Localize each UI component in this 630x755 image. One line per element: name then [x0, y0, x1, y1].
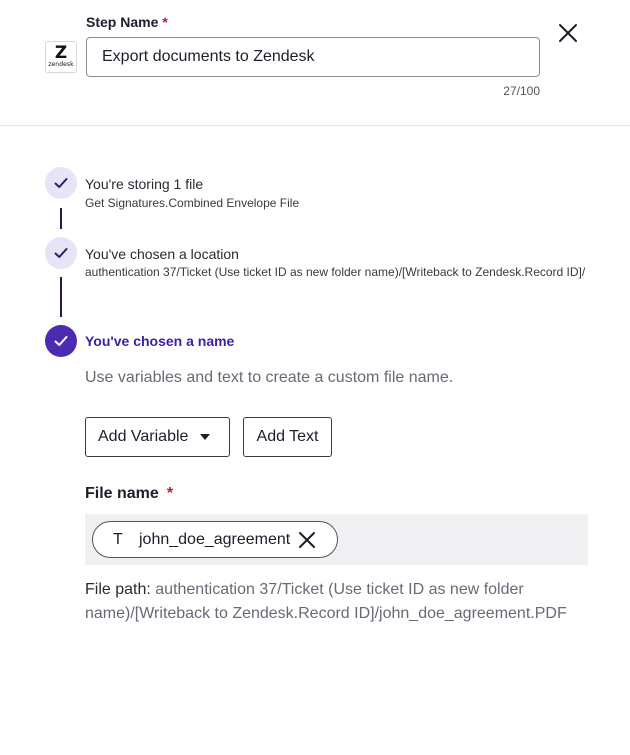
file-name-label: File name *: [85, 485, 174, 502]
required-indicator: *: [162, 14, 168, 30]
help-text: Use variables and text to create a custom file name.: [85, 369, 454, 386]
close-button[interactable]: [556, 21, 580, 45]
step-title: You've chosen a location: [85, 246, 239, 262]
zendesk-z-icon: Z: [54, 43, 68, 63]
required-indicator: *: [166, 485, 174, 502]
add-text-label: Add Text: [256, 428, 319, 445]
step-name-label: Step Name *: [86, 14, 168, 30]
step-complete-indicator: [45, 167, 77, 199]
remove-chip-icon[interactable]: [298, 531, 316, 549]
step-header: [0, 0, 630, 126]
file-path-label: File path:: [85, 581, 151, 598]
file-path: [85, 578, 585, 626]
step-subtitle: Get Signatures.Combined Envelope File: [85, 196, 300, 210]
file-name-chip[interactable]: [92, 521, 338, 558]
step-connector: [60, 277, 62, 317]
step-title: You're storing 1 file: [85, 176, 204, 192]
zendesk-logo-text: zendesk: [48, 61, 74, 68]
step-title-active: You've chosen a name: [85, 333, 235, 349]
zendesk-logo: [45, 41, 77, 73]
file-name-field[interactable]: [85, 514, 588, 565]
step-name-input[interactable]: [86, 37, 540, 77]
checkmark-icon: [53, 245, 69, 261]
checkmark-icon: [53, 333, 69, 349]
add-text-button[interactable]: [243, 417, 332, 457]
chevron-down-icon: [200, 434, 210, 440]
step-complete-indicator: [45, 237, 77, 269]
step-connector: [60, 208, 62, 229]
step-active-indicator: [45, 325, 77, 357]
checkmark-icon: [53, 175, 69, 191]
step-subtitle: authentication 37/Ticket (Use ticket ID as new folder name)/[Writeback to Zendesk.Record ID]/: [85, 265, 586, 279]
add-variable-label: Add Variable: [98, 428, 189, 445]
close-icon: [556, 21, 580, 45]
chip-label: john_doe_agreement: [139, 530, 291, 548]
text-type-icon: T: [113, 530, 123, 548]
file-path-value: authentication 37/Ticket (Use ticket ID as new folder name)/[Writeback to Zendesk.Record ID]/john_doe_agreement.PDF: [85, 581, 567, 622]
add-variable-button[interactable]: [85, 417, 230, 457]
character-counter: 27/100: [503, 84, 540, 98]
